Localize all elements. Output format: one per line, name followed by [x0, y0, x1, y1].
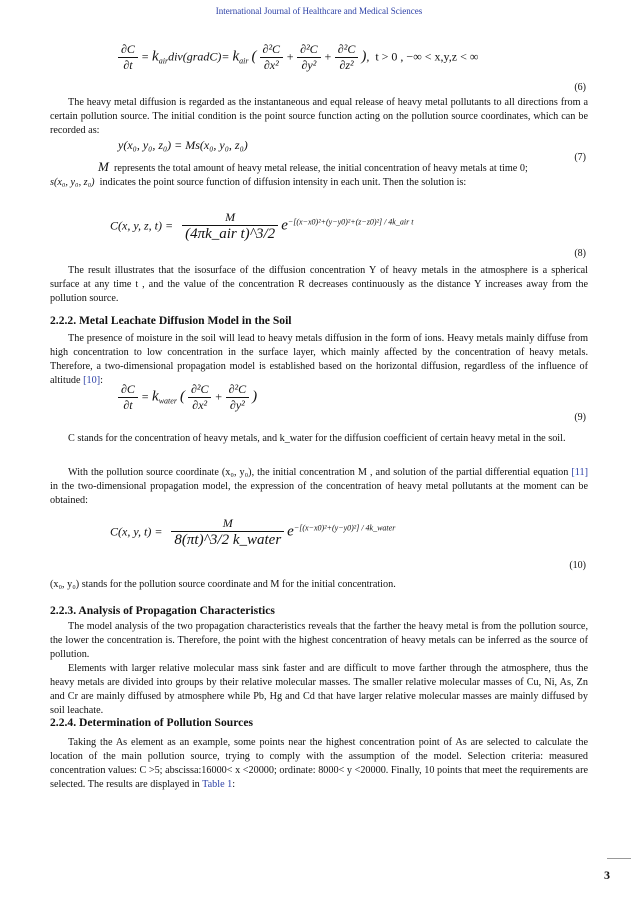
section-heading-222: 2.2.2. Metal Leachate Diffusion Model in the Soil: [50, 314, 292, 327]
equation-10: C(x, y, t) = $\frac{M}{\text{8(πt)\textasciicircum{}3/2 k\_water}}$ $e^{-[(x-x0)^2+(y-y0)^2] / 4k\_water}$: [110, 516, 396, 548]
equation-9: $\frac{\partial C}{\partial t}$ = $k_{water}$ ( $\frac{\text{∂²C}}{\text{∂x²}}$ + $\frac{\text{∂²C}}{\text{∂y²}}$ ): [118, 382, 257, 413]
table-1-link[interactable]: Table 1: [202, 779, 233, 790]
page-number: 3: [604, 868, 610, 882]
paragraph-6: With the pollution source coordinate (x₀, y₀), the initial concentration M , and solution of the partial differential equation [11] in the two-dimensional propagation model, the expression of the concentration of heavy metal pollutants at the moment can be obtained:: [50, 467, 588, 506]
citation-10[interactable]: [10]: [83, 375, 101, 386]
paragraph-9: Elements with larger relative molecular mass sink faster and are difficult to move farther through the atmosphere, thus the heavy metals are divided into groups by their relative molecular masses. The smaller relative molecular masses of Cu, Ni, As, Zn and Cr are mainly diffused by atmosphere while Pb, Hg and Cd that have larger relative molecular masses are mainly diffused by soil leachate.: [50, 663, 588, 716]
paragraph-10: Taking the As element as an example, some points near the highest concentration point of As are selected to calculate the location of the main pollution source, trying to comply with the assumption of the model. Selection criteria: measured concentration values: C >5; abscissa:16000< x <20000; ordinate: 8000< y <20000. Finally, 10 points that meet the requirements are selected. The results are displayed in Table 1:: [50, 737, 588, 790]
paragraph-8: The model analysis of the two propagation characteristics reveals that the farther the heavy metal is from the pollution source, the lower the concentration is. Therefore, the point with the highest concentration of heavy metals can be inferred as the source of pollution.: [50, 621, 588, 660]
eq8-number: (8): [574, 248, 586, 259]
section-heading-224: 2.2.4. Determination of Pollution Sources: [50, 716, 253, 729]
paragraph-7: (x₀, y₀) stands for the pollution source coordinate and M for the initial concentration.: [50, 579, 396, 590]
eq7-number: (7): [574, 152, 586, 163]
eq6-number: (6): [574, 82, 586, 93]
paragraph-1: The heavy metal diffusion is regarded as the instantaneous and equal release of heavy metal pollutants to all directions from a certain pollution source. The initial condition is the point source function acting on the pollution source coordinates, which can be recorded as:: [50, 97, 588, 136]
equation-7: y(x₀, y₀, z₀) = Ms(x₀, y₀, z₀): [118, 138, 248, 152]
citation-11[interactable]: [11]: [571, 467, 588, 478]
equation-8: C(x, y, z, t) = $\frac{M}{\text{(4πk\_air t)\textasciicircum{}3/2}}$ $e^{-[(x-x0)^2+(y-y0)^2+(z-z0)^2] / 4k\_air t}$: [110, 210, 414, 242]
equation-6: $\frac{\partial C}{\partial t}$ = $k_{air}div(gradC)= k_{air}$ ( $\frac{\text{∂²C}}{\text{∂x²}}$ + $\frac{\text{∂²C}}{\text{∂y²}}$ + $\frac{\text{∂²C}}{\text{∂z²}}$ ), t > 0 , −∞ < x,y,z < ∞: [118, 42, 478, 73]
journal-header: International Journal of Healthcare and Medical Sciences: [215, 6, 423, 16]
paragraph-3: The result illustrates that the isosurface of the diffusion concentration Y of heavy metals in the atmosphere is a spherical surface at any time t , and the value of the concentration R decreases continuously as the distance Y increases away from the pollution source.: [50, 265, 588, 304]
eq9-number: (9): [574, 412, 586, 423]
eq10-number: (10): [569, 560, 586, 571]
paragraph-4: The presence of moisture in the soil will lead to heavy metals diffusion in the form of ions. Heavy metals mainly diffuse from high concentration to low concentration in the surface layer, which mainly affected by the concentration of heavy metals. Therefore, a two-dimensional propagation model is established based on the horizontal diffusion, regardless of the influence of altitude [10]:: [50, 333, 588, 386]
paragraph-2: M represents the total amount of heavy metal release, the initial concentration of heavy metals at time 0; s(x₀, y₀, z₀) indicates the point source function of diffusion intensity in each unit. Then the solution is:: [50, 159, 528, 188]
footer-rule: [607, 858, 631, 859]
paragraph-5: C stands for the concentration of heavy metals, and k_water for the diffusion coefficient of certain heavy metal in the soil.: [68, 433, 566, 444]
section-heading-223: 2.2.3. Analysis of Propagation Characteristics: [50, 604, 275, 617]
